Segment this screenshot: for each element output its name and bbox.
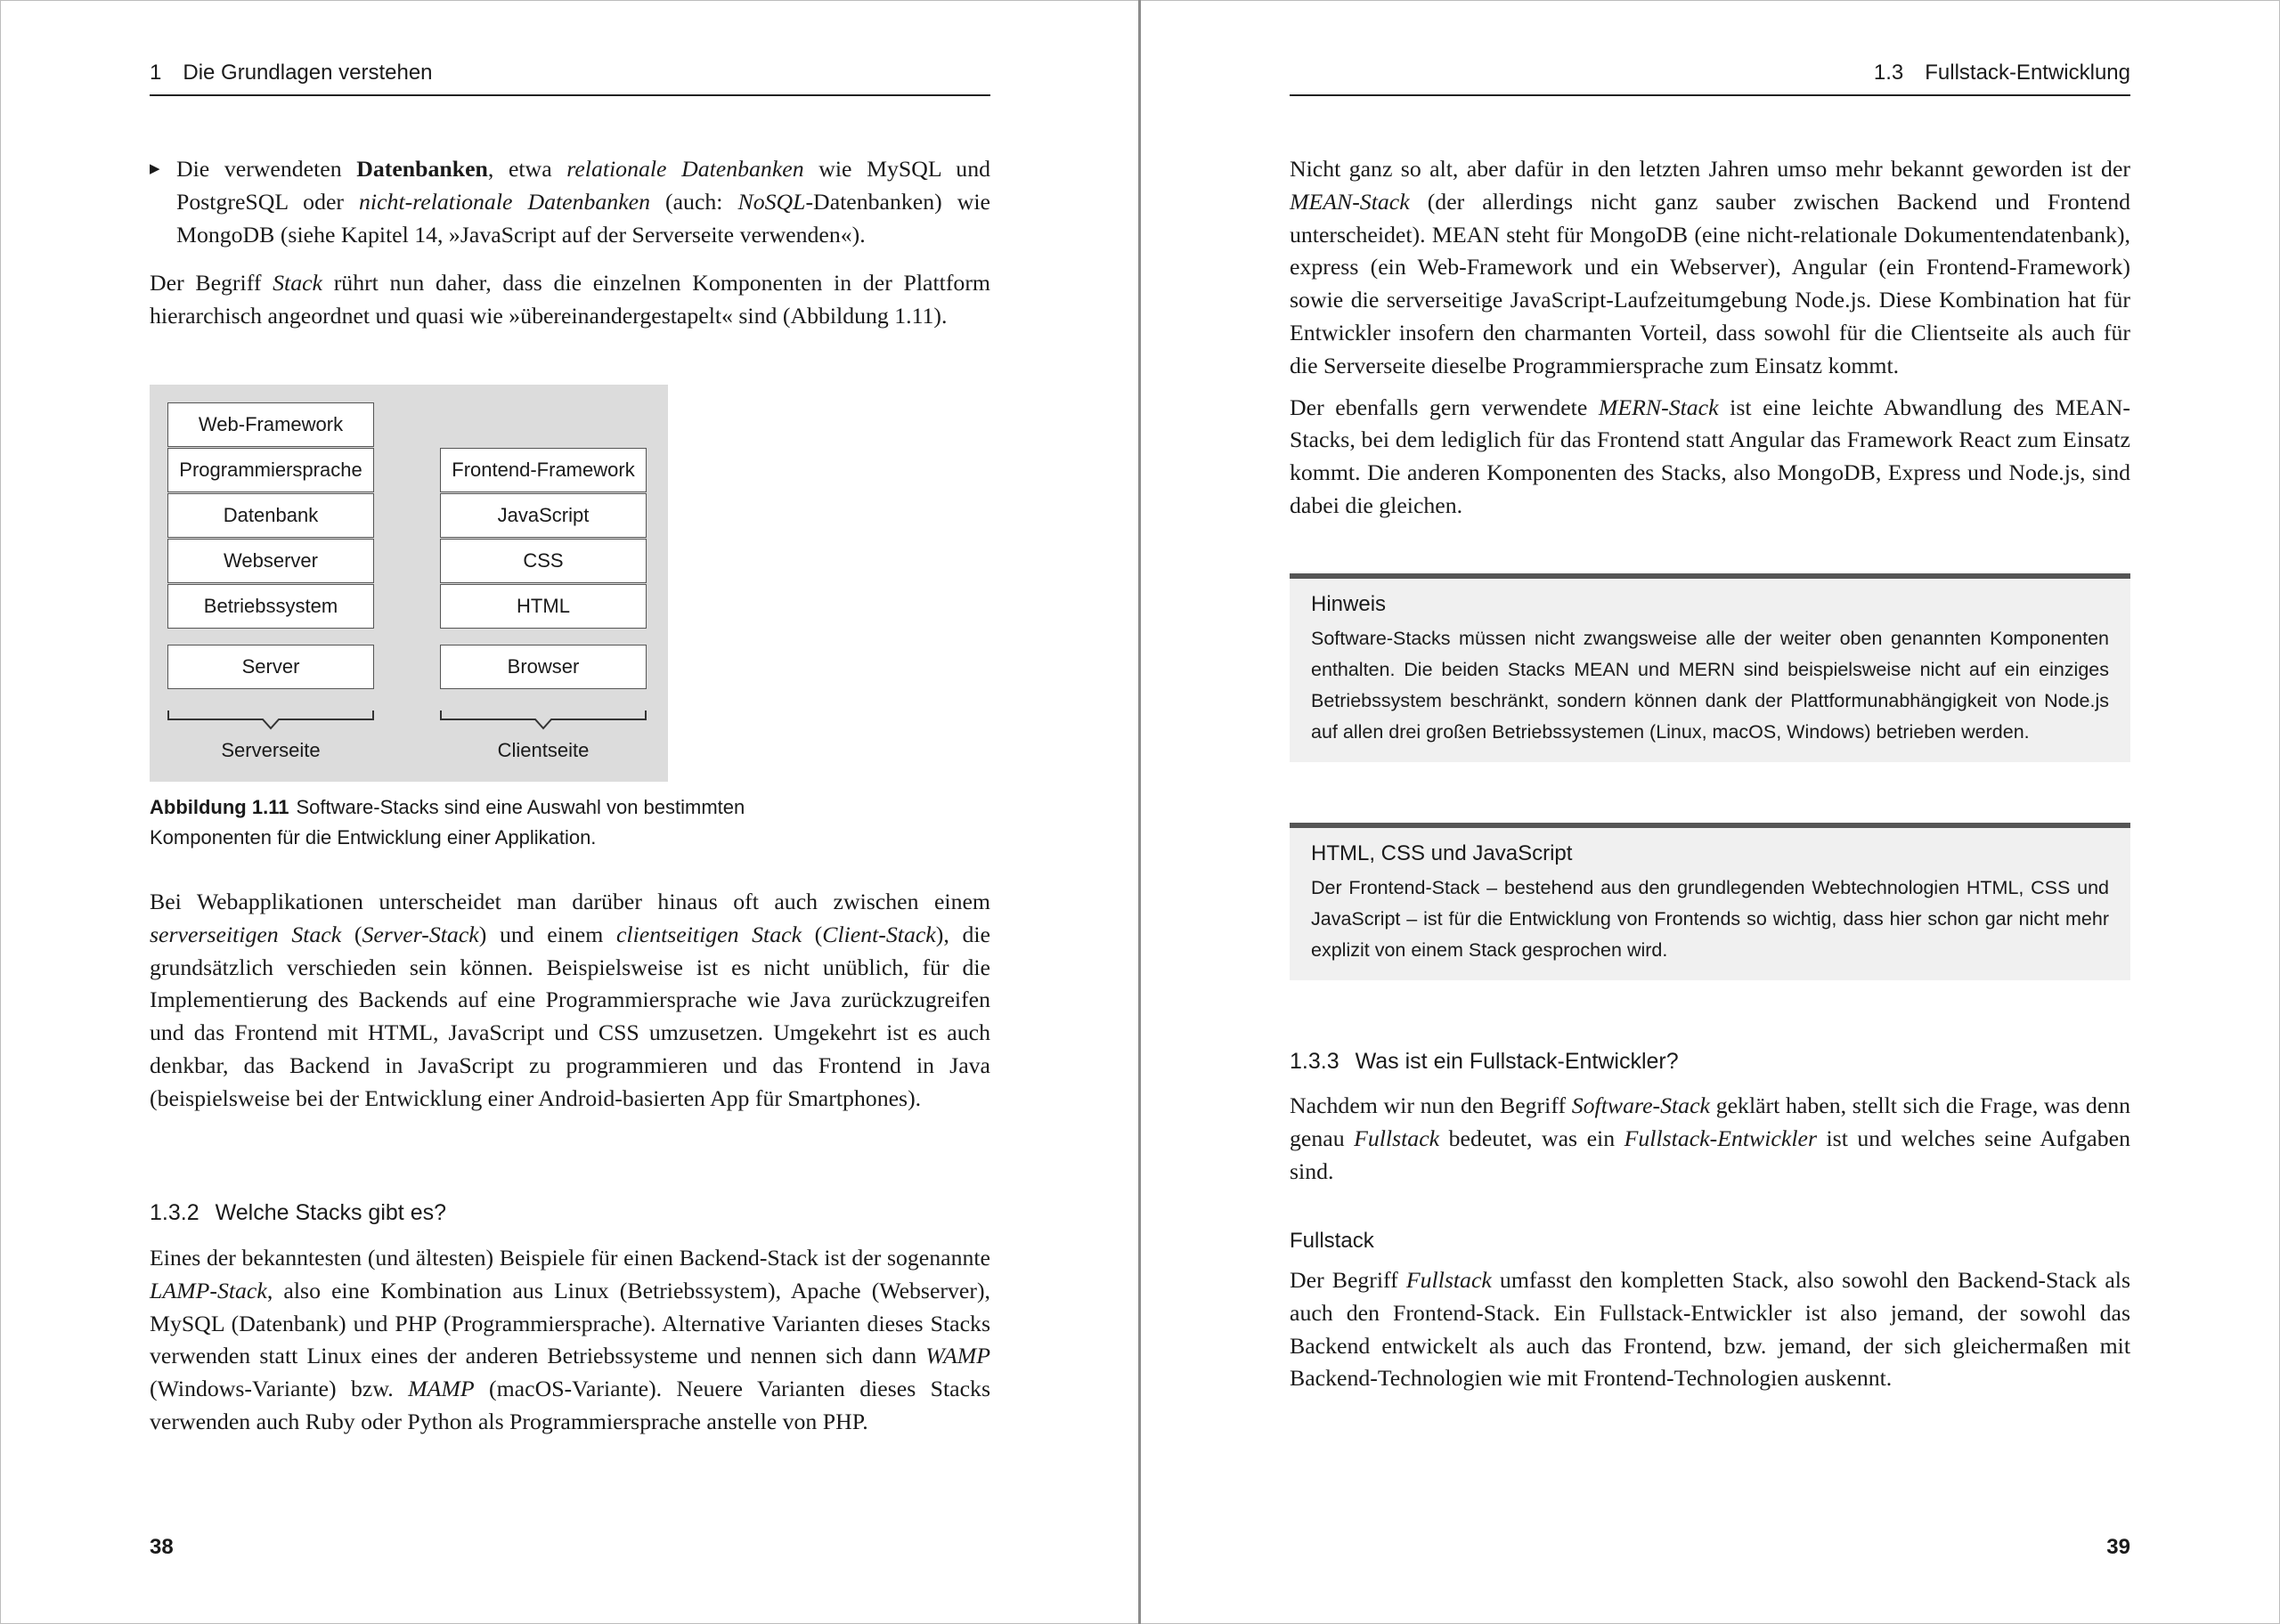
paragraph-fullstack-intro: Nachdem wir nun den Begriff Software-Stack geklärt haben, stellt sich die Frage, was denn genau Fullstack bedeutet, was ein Fullstack-Entwickler ist und welches seine Aufgaben sind. bbox=[1290, 1092, 2130, 1184]
note-text: Der Frontend-Stack – bestehend aus den grundlegenden Webtechnologien HTML, CSS und JavaScript – ist für die Entwicklung von Frontends so wichtig, dass hier schon gar nicht mehr explizit von einem Stack gesprochen wird. bbox=[1311, 877, 2109, 961]
right-text-top bbox=[1290, 153, 2130, 523]
section-number: 1.3 bbox=[1873, 61, 1904, 85]
paragraph-mean-stack: Nicht ganz so alt, aber dafür in den letzten Jahren umso mehr bekannt geworden ist der MEAN-Stack (der allerdings nicht ganz sauber zwischen Backend und Frontend unterscheidet). MEAN steht für MongoDB (eine nicht-relationale Dokumentendatenbank), express (ein Web-Framework und ein Webserver), Angular (ein Frontend-Framework) sowie die serverseitige JavaScript-Laufzeitumgebung Node.js. Diese Kombination hat für Entwickler insofern den charmanten Vorteil, dass sowohl für die Clientseite als auch für die Serverseite dieselbe Programmiersprache zum Einsatz kommt. bbox=[1290, 156, 2130, 378]
paragraph-mern-stack: Der ebenfalls gern verwendete MERN-Stack ist eine leichte Abwandlung des MEAN-Stacks, bei dem lediglich für das Frontend statt Angular das Framework React zum Einsatz kommt. Die anderen Komponenten des Stacks, also MongoDB, Express und Node.js, sind dabei die gleichen. bbox=[1290, 394, 2130, 518]
client-stack-box: JavaScript bbox=[440, 493, 647, 538]
left-page bbox=[150, 0, 990, 1624]
serverseite-label: Serverseite bbox=[221, 739, 321, 761]
client-base-box: Browser bbox=[440, 645, 647, 689]
right-page bbox=[1290, 0, 2130, 1624]
note-title: Hinweis bbox=[1311, 592, 1387, 616]
caption-label: Abbildung 1.11 bbox=[150, 796, 289, 818]
paragraph-fullstack-definition: Der Begriff Fullstack umfasst den kompletten Stack, also sowohl den Backend-Stack als auch den Frontend-Stack. Ein Fullstack-Entwickler ist also jemand, der sowohl das Backend entwickelt als auch das Frontend, bzw. jemand, der sich gleichermaßen mit Backend-Technologien wie mit Frontend-Technologien auskennt. bbox=[1290, 1267, 2130, 1392]
server-stack-box: Betriebssystem bbox=[167, 584, 374, 629]
note-box-hinweis bbox=[1290, 573, 2130, 762]
figure-caption bbox=[150, 792, 826, 853]
client-stack-box: CSS bbox=[440, 539, 647, 583]
chapter-number: 1 bbox=[150, 61, 162, 85]
client-brace bbox=[439, 709, 647, 735]
server-brace bbox=[167, 709, 375, 735]
clientseite-label: Clientseite bbox=[497, 739, 590, 761]
book-gutter bbox=[1138, 0, 1141, 1624]
page-number-left: 38 bbox=[150, 1535, 174, 1559]
running-header-right bbox=[1290, 59, 2130, 96]
subheading-fullstack: Fullstack bbox=[1290, 1229, 1374, 1253]
running-header-left bbox=[150, 59, 990, 96]
paragraph-lamp-stack: Eines der bekanntesten (und ältesten) Beispiele für einen Backend-Stack ist der sogenannte LAMP-Stack, also eine Kombination aus Linux (Betriebssystem), Apache (Webserver), MySQL (Datenbank) und PHP (Programmiersprache). Alternative Varianten dieses Stacks verwenden statt Linux eines der anderen Betriebssysteme und nennen sich dann WAMP (Windows-Variante) bzw. MAMP (macOS-Variante). Neuere Varianten dieses Stacks verwenden auch Ruby oder Python als Programmiersprache anstelle von PHP. bbox=[150, 1245, 990, 1434]
note-title: HTML, CSS und JavaScript bbox=[1311, 841, 1573, 865]
server-stack-box: Programmiersprache bbox=[167, 448, 374, 492]
note-box-html-css-js bbox=[1290, 823, 2130, 980]
paragraph-web-stacks: Bei Webapplikationen unterscheidet man darüber hinaus oft auch zwischen einem serverseitigen Stack (Server-Stack) und einem clientseitigen Stack (Client-Stack), die grundsätzlich verschieden sein können. Beispielsweise ist es nicht unüblich, für die Implementierung des Backends auf eine Programmiersprache wie Java zurückzugreifen und das Frontend mit HTML, JavaScript und CSS umzusetzen. Umgekehrt ist es auch denkbar, das Backend in JavaScript zu programmieren und das Frontend in Java (beispielsweise bei der Entwicklung einer Android-basierten App für Smartphones). bbox=[150, 889, 990, 1111]
page-number-right: 39 bbox=[2106, 1535, 2130, 1559]
section-title: Fullstack-Entwicklung bbox=[1925, 61, 2130, 85]
chapter-title: Die Grundlagen verstehen bbox=[183, 61, 433, 85]
client-stack-box: HTML bbox=[440, 584, 647, 629]
server-stack-box: Webserver bbox=[167, 539, 374, 583]
section-heading-1-3-2: 1.3.2 Welche Stacks gibt es? bbox=[150, 1200, 446, 1225]
figure-software-stacks bbox=[150, 385, 668, 782]
left-text-top bbox=[150, 153, 990, 333]
note-text: Software-Stacks müssen nicht zwangsweise alle der weiter oben genannten Komponenten enthalten. Die beiden Stacks MEAN und MERN sind beispielsweise nicht auf ein einziges Betriebssystem beschränkt, sondern können dank der Plattformunabhängigkeit von Node.js auf allen drei großen Betriebssystemen (Linux, macOS, Windows) betrieben werden. bbox=[1311, 628, 2109, 743]
section-heading-1-3-3: 1.3.3 Was ist ein Fullstack-Entwickler? bbox=[1290, 1049, 1679, 1074]
server-base-box: Server bbox=[167, 645, 374, 689]
server-stack-box: Web-Framework bbox=[167, 402, 374, 447]
server-stack-box: Datenbank bbox=[167, 493, 374, 538]
caption-text: Software-Stacks sind eine Auswahl von bestimmten Komponenten für die Entwicklung einer Applikation. bbox=[150, 796, 745, 849]
bullet-item-databases: ▶ Die verwendeten Datenbanken, etwa relationale Datenbanken wie MySQL und PostgreSQL oder nicht-relationale Datenbanken (auch: NoSQL-Datenbanken) wie MongoDB (siehe Kapitel 14, »JavaScript auf der Serverseite verwenden«). bbox=[150, 153, 990, 251]
paragraph-stack-definition: Der Begriff Stack rührt nun daher, dass die einzelnen Komponenten in der Plattform hierarchisch angeordnet und quasi wie »übereinandergestapelt« sind (Abbildung 1.11). bbox=[150, 270, 990, 329]
client-stack-box: Frontend-Framework bbox=[440, 448, 647, 492]
